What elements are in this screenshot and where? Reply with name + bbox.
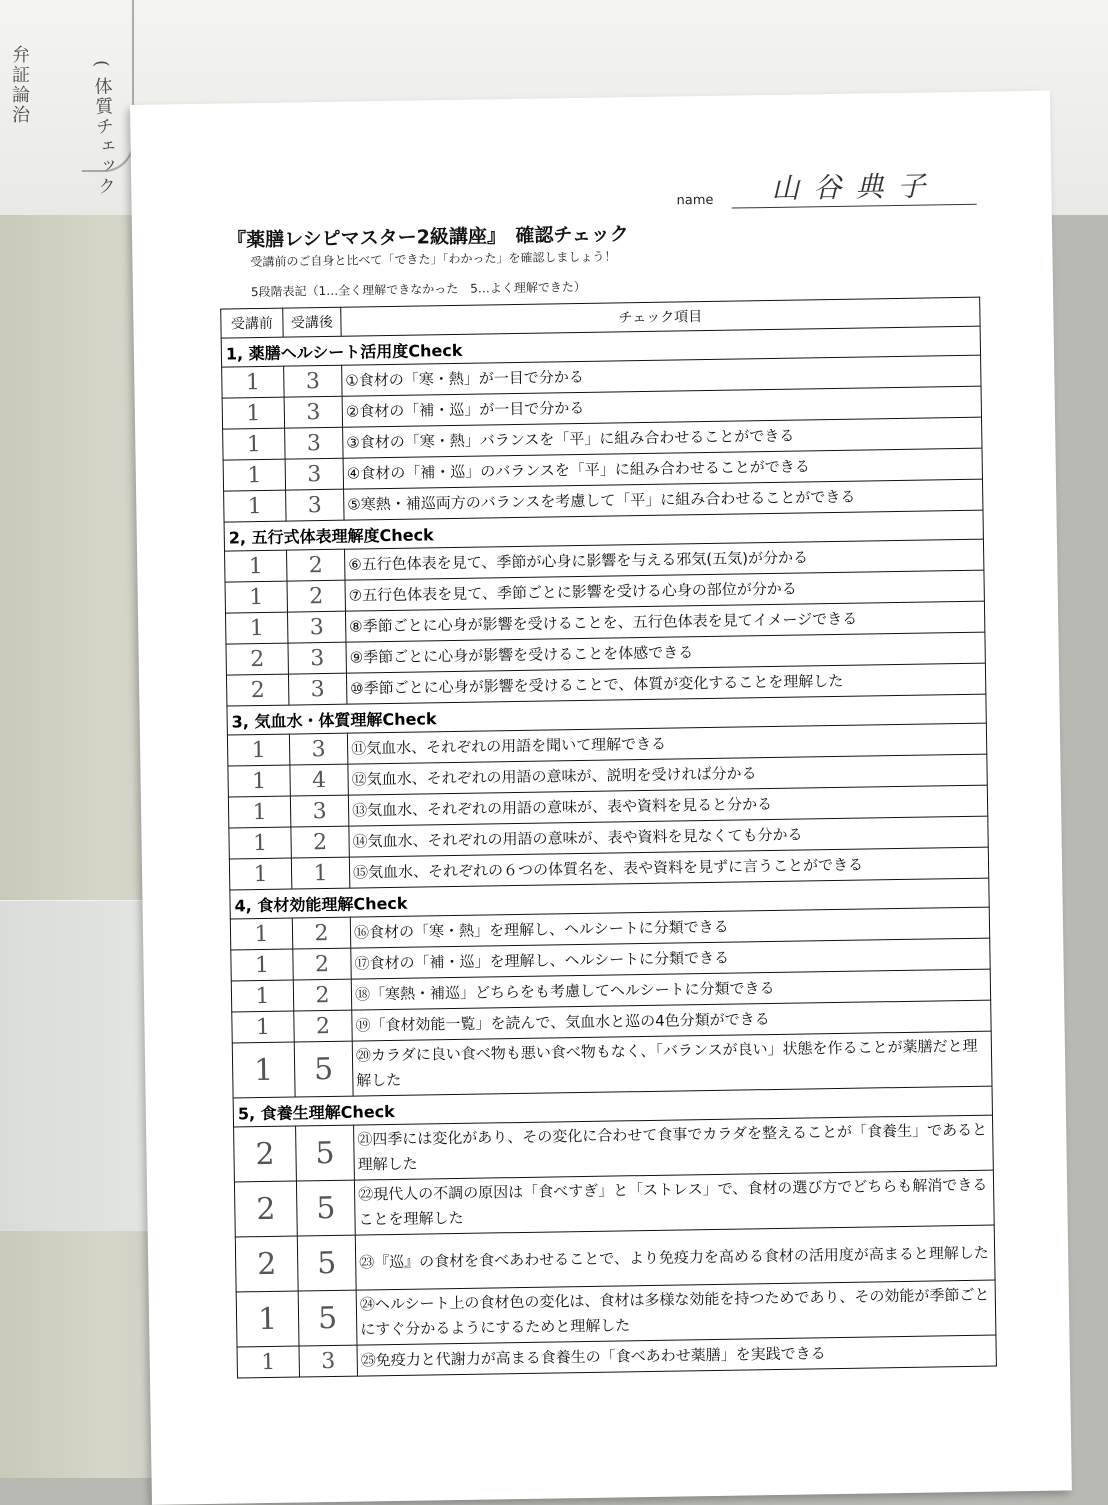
score-after: 3 — [288, 642, 346, 674]
scale-note: 5段階表記（1…全く理解できなかった 5…よく理解できた） — [250, 279, 586, 300]
check-item-text: ⑮気血水、それぞれの６つの体質名を、表や資料を見ずに言うことができる — [349, 847, 988, 888]
section-title: 5, 食養生理解Check — [233, 1086, 992, 1127]
score-after: 2 — [287, 549, 345, 581]
score-before: 1 — [232, 1011, 294, 1043]
check-item-text: ⑩季節ごとに心身が影響を受けることで、体質が変化することを理解した — [346, 663, 985, 704]
score-before: 1 — [225, 581, 287, 613]
handwritten-note: ( 体質チェック — [90, 59, 117, 198]
score-before: 1 — [236, 1291, 299, 1347]
check-item-text: ⑧季節ごとに心身が影響を受けることを、五行色体表を見てイメージできる — [345, 601, 984, 642]
score-before: 1 — [225, 550, 287, 582]
score-before: 1 — [227, 734, 289, 766]
score-after: 4 — [290, 764, 348, 796]
score-before: 2 — [226, 643, 288, 675]
check-item-text: ⑥五行色体表を見て、季節が心身に影響を与える邪気(五気)が分かる — [345, 539, 984, 580]
score-before: 1 — [231, 949, 293, 981]
handwritten-name: 山谷典子 — [771, 169, 940, 205]
page-subtitle: 受講前のご自身と比べて「できた」「わかった」を確認しましょう！ — [250, 249, 617, 270]
check-item-text: ⑨季節ごとに心身が影響を受けることを体感できる — [346, 632, 985, 673]
score-before: 1 — [224, 490, 286, 522]
check-item-text: ⑬気血水、それぞれの用語の意味が、表や資料を見ると分かる — [348, 785, 987, 826]
score-after: 3 — [289, 733, 347, 765]
score-after: 1 — [291, 857, 349, 889]
score-before: 1 — [231, 980, 293, 1012]
score-before: 2 — [234, 1181, 297, 1237]
score-after: 3 — [286, 489, 344, 521]
section-title: 3, 気血水・体質理解Check — [227, 694, 986, 735]
check-item-text: ⑲「食材効能一覧」を読んで、気血水と巡の4色分類ができる — [352, 1000, 991, 1041]
score-before: 2 — [235, 1236, 298, 1292]
check-item-text: ⑱「寒熱・補巡」どちらをも考慮してヘルシートに分類できる — [351, 969, 990, 1010]
check-item-text: ①食材の「寒・熱」が一目で分かる — [342, 355, 981, 396]
check-item-text: ⑪気血水、それぞれの用語を聞いて理解できる — [347, 723, 986, 764]
score-after: 2 — [291, 826, 349, 858]
name-label: name — [676, 192, 714, 209]
check-item-text: ④食材の「補・巡」のバランスを「平」に組み合わせることができる — [343, 448, 982, 489]
score-after: 5 — [297, 1235, 356, 1291]
background-folder — [0, 900, 165, 1231]
score-after: 3 — [287, 611, 345, 643]
score-before: 1 — [223, 459, 285, 491]
check-table — [220, 297, 997, 1379]
check-sheet — [130, 91, 1072, 1505]
score-after: 3 — [284, 396, 342, 428]
check-item-text: ⑰食材の「補・巡」を理解し、ヘルシートに分類できる — [351, 938, 990, 979]
score-before: 1 — [229, 827, 291, 859]
score-after: 2 — [287, 580, 345, 612]
check-item-text: ⑯食材の「寒・熱」を理解し、ヘルシートに分類できる — [350, 907, 989, 948]
score-before: 2 — [234, 1126, 297, 1182]
check-item-text: ㉒現代人の不調の原因は「食べすぎ」と「ストレス」で、食材の選び方でどちらも解消できることを理解した — [354, 1170, 994, 1235]
score-after: 2 — [293, 948, 351, 980]
score-before: 1 — [237, 1346, 299, 1378]
score-after: 5 — [296, 1180, 355, 1236]
check-item-text: ㉑四季には変化があり、その変化に合わせて食事でカラダを整えることが「食養生」であると理解した — [354, 1115, 994, 1180]
score-after: 3 — [285, 427, 343, 459]
check-item-text: ⑤寒熱・補巡両方のバランスを考慮して「平」に組み合わせることができる — [344, 479, 983, 520]
score-after: 2 — [294, 1010, 352, 1042]
header-after: 受講後 — [283, 307, 341, 337]
section-title: 4, 食材効能理解Check — [230, 878, 989, 919]
score-after: 3 — [284, 365, 342, 397]
score-before: 1 — [229, 858, 291, 890]
score-before: 1 — [230, 918, 292, 950]
check-item-text: ⑫気血水、それぞれの用語の意味が、説明を受ければ分かる — [348, 754, 987, 795]
section-title: 1, 薬膳ヘルシート活用度Check — [221, 326, 980, 367]
score-after: 5 — [298, 1290, 357, 1346]
check-item-text: ②食材の「補・巡」が一目で分かる — [342, 386, 981, 427]
check-item-text: ⑦五行色体表を見て、季節ごとに影響を受ける心身の部位が分かる — [345, 570, 984, 611]
check-item-text: ⑳カラダに良い食べ物も悪い食べ物もなく、「バランスが良い」状態を作ることが薬膳だと理解した — [352, 1031, 992, 1096]
check-item-text: ③食材の「寒・熱」バランスを「平」に組み合わせることができる — [343, 417, 982, 458]
check-item-text: ㉓『巡』の食材を食べあわせることで、より免疫力を高める食材の活用度が高まると理解した — [355, 1225, 995, 1290]
score-after: 2 — [293, 979, 351, 1011]
score-before: 2 — [226, 674, 288, 706]
score-after: 3 — [285, 458, 343, 490]
page-title: 『薬膳レシピマスター2級講座』 確認チェック — [226, 223, 629, 252]
score-before: 1 — [223, 428, 285, 460]
score-before: 1 — [232, 1042, 295, 1098]
section-title: 2, 五行式体表理解度Check — [224, 510, 983, 551]
score-after: 5 — [296, 1125, 355, 1181]
score-after: 3 — [288, 673, 346, 705]
score-after: 3 — [290, 795, 348, 827]
score-before: 1 — [228, 796, 290, 828]
check-item-text: ⑭気血水、それぞれの用語の意味が、表や資料を見なくても分かる — [349, 816, 988, 857]
header-before: 受講前 — [221, 308, 283, 338]
score-before: 1 — [222, 366, 284, 398]
handwritten-note: 弁証論治 — [9, 45, 30, 125]
score-before: 1 — [228, 765, 290, 797]
check-item-text: ㉕免疫力と代謝力が高まる食養生の「食べあわせ薬膳」を実践できる — [357, 1335, 996, 1376]
check-item-text: ㉔ヘルシート上の食材色の変化は、食材は多様な効能を持つためであり、その効能が季節ごとにすぐ分かるようにするためと理解した — [356, 1280, 996, 1345]
score-after: 2 — [292, 917, 350, 949]
score-before: 1 — [222, 397, 284, 429]
header-item: チェック項目 — [341, 297, 980, 336]
score-before: 1 — [225, 612, 287, 644]
score-after: 5 — [294, 1041, 353, 1097]
score-after: 3 — [299, 1345, 357, 1377]
